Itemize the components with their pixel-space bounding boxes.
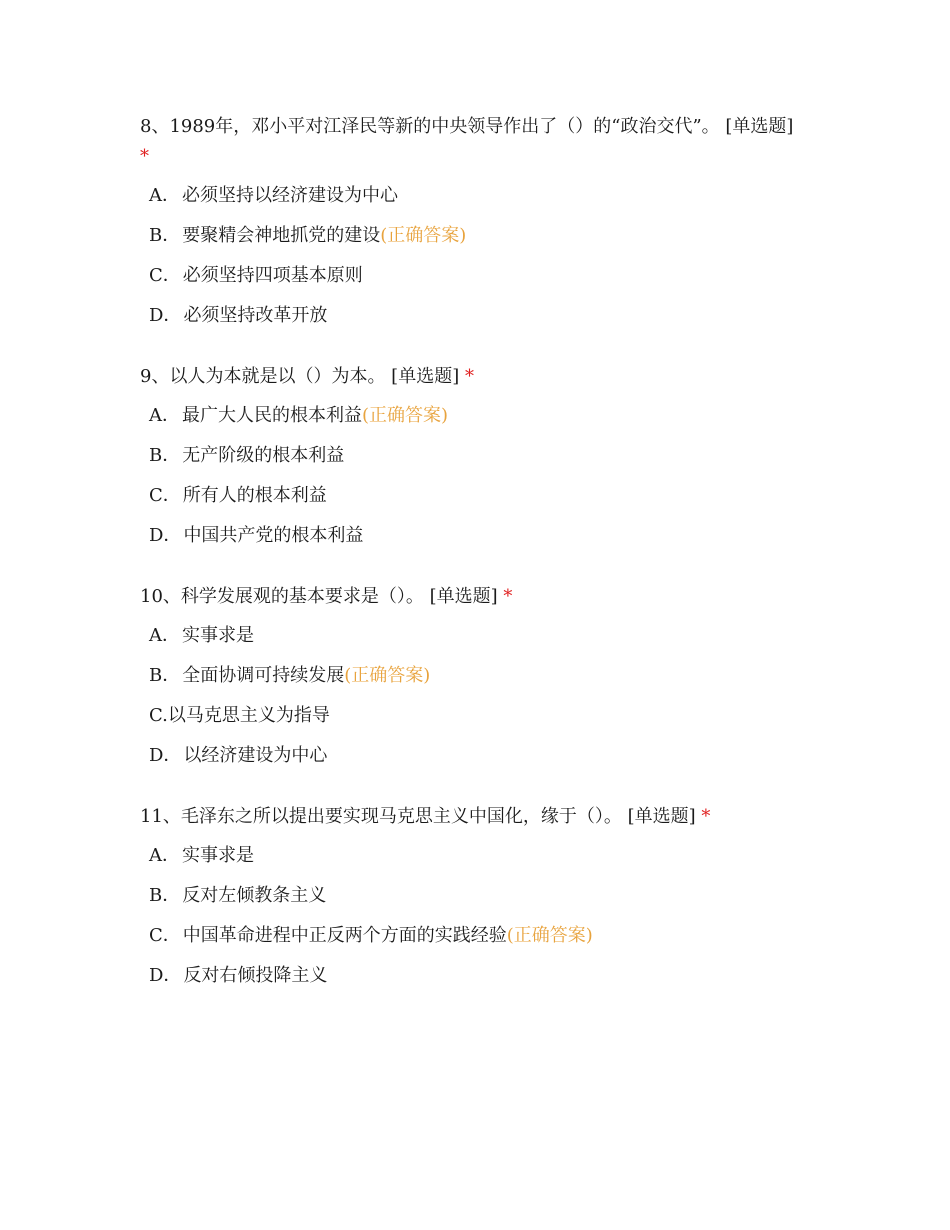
option-text: 以经济建设为中心 (183, 745, 328, 766)
question-text: 10、科学发展观的基本要求是（）。 [单选题] (140, 586, 498, 607)
question-9 (140, 362, 810, 548)
option-list (140, 844, 810, 988)
option-letter: C． (149, 925, 181, 946)
option-letter: D． (149, 305, 182, 326)
correct-answer-label: (正确答案) (380, 225, 467, 246)
option-letter: B． (149, 885, 181, 906)
option-text: 实事求是 (182, 625, 254, 646)
option-a[interactable] (149, 184, 810, 208)
option-letter: C． (149, 265, 181, 286)
option-text: 以马克思主义为指导 (167, 705, 330, 726)
required-asterisk: * (464, 366, 474, 387)
option-letter: A． (149, 845, 180, 866)
option-letter: B． (149, 445, 181, 466)
question-text: 9、以人为本就是以（）为本。 [单选题] (140, 366, 460, 387)
option-letter: D． (149, 745, 182, 766)
question-text: 8、1989年，邓小平对江泽民等新的中央领导作出了（）的“政治交代”。 [单选题] (140, 116, 794, 137)
option-text: 无产阶级的根本利益 (182, 445, 345, 466)
option-letter: C． (149, 485, 181, 506)
question-11 (140, 802, 810, 988)
option-letter: D． (149, 965, 182, 986)
option-text: 反对左倾教条主义 (182, 885, 327, 906)
correct-answer-label: (正确答案) (506, 925, 593, 946)
option-c[interactable] (149, 704, 810, 728)
option-a[interactable] (149, 844, 810, 868)
option-letter: C. (149, 705, 168, 726)
option-letter: A． (149, 405, 180, 426)
option-letter: A． (149, 625, 180, 646)
question-8 (140, 112, 810, 328)
required-asterisk: * (140, 146, 149, 167)
option-a[interactable] (149, 404, 810, 428)
option-d[interactable] (149, 744, 810, 768)
correct-answer-label: (正确答案) (362, 405, 449, 426)
option-c[interactable] (149, 264, 810, 288)
required-asterisk: * (701, 806, 711, 827)
option-text: 全面协调可持续发展 (182, 665, 345, 686)
option-letter: D． (149, 525, 182, 546)
option-text: 反对右倾投降主义 (183, 965, 328, 986)
question-10 (140, 582, 810, 768)
option-text: 要聚精会神地抓党的建设 (182, 225, 381, 246)
option-text: 最广大人民的根本利益 (182, 405, 362, 426)
option-text: 实事求是 (182, 845, 254, 866)
correct-answer-label: (正确答案) (344, 665, 431, 686)
option-b[interactable] (149, 884, 810, 908)
question-title (140, 362, 810, 392)
option-d[interactable] (149, 964, 810, 988)
option-a[interactable] (149, 624, 810, 648)
option-b[interactable] (149, 224, 810, 248)
question-text: 11、毛泽东之所以提出要实现马克思主义中国化，缘于（）。 [单选题] (140, 806, 696, 827)
option-list (140, 184, 810, 328)
option-letter: B． (149, 665, 181, 686)
question-title (140, 112, 810, 172)
option-c[interactable] (149, 924, 810, 948)
option-letter: B． (149, 225, 181, 246)
option-list (140, 404, 810, 548)
question-title (140, 802, 810, 832)
option-c[interactable] (149, 484, 810, 508)
option-d[interactable] (149, 524, 810, 548)
question-title (140, 582, 810, 612)
option-b[interactable] (149, 444, 810, 468)
option-list (140, 624, 810, 768)
option-b[interactable] (149, 664, 810, 688)
option-d[interactable] (149, 304, 810, 328)
option-text: 必须坚持四项基本原则 (182, 265, 363, 286)
option-text: 必须坚持以经济建设为中心 (182, 185, 398, 206)
option-text: 所有人的根本利益 (182, 485, 327, 506)
option-letter: A． (149, 185, 180, 206)
option-text: 必须坚持改革开放 (183, 305, 328, 326)
option-text: 中国共产党的根本利益 (183, 525, 364, 546)
option-text: 中国革命进程中正反两个方面的实践经验 (182, 925, 507, 946)
required-asterisk: * (503, 586, 513, 607)
questionnaire-page (140, 112, 810, 1022)
